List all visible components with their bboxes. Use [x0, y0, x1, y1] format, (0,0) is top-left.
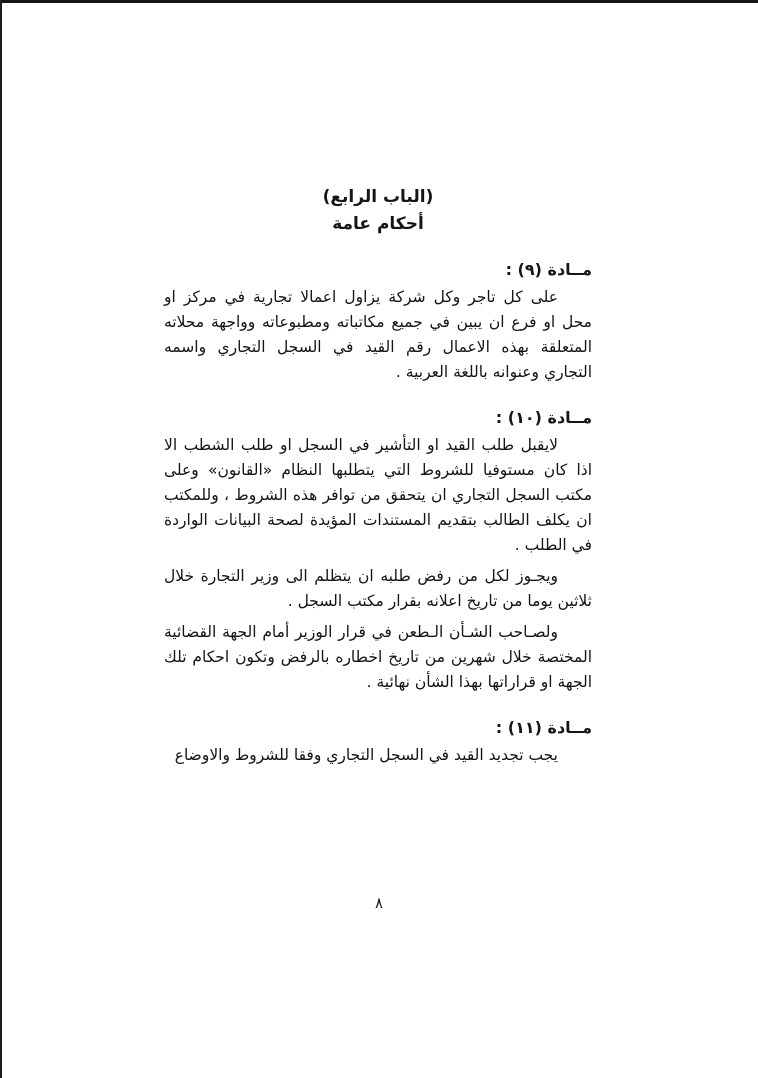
article-10-paragraph-3: ولصـاحب الشـأن الـطعن في قرار الوزير أمام الجهة القضائية المختصة خلال شهرين من تاريخ اخطاره بالرفض وتكون احكام تلك الجهة او قراراتها بهذا الشأن نهائية .	[164, 623, 592, 691]
article-11-heading: مــادة (١١) :	[495, 718, 592, 737]
page-content	[164, 185, 592, 768]
article-11	[164, 716, 592, 768]
chapter-subtitle: أحكام عامة	[332, 214, 424, 234]
scan-edge-top	[0, 0, 758, 3]
article-10-heading: مــادة (١٠) :	[495, 408, 592, 427]
article-9	[164, 258, 592, 385]
chapter-title: (الباب الرابع)	[322, 187, 434, 207]
article-10-paragraph-1: لايقبل طلب القيد او التأشير في السجل او طلب الشطب الا اذا كان مستوفيا للشروط التي يتطلبها النظام «القانون» وعلى مكتب السجل التجاري ان يتحقق من توافر هذه الشروط ، وللمكتب ان يكلف الطالب بتقديم المستندات المؤيدة لصحة البيانات الواردة في الطلب .	[164, 436, 592, 554]
article-9-paragraph-1: على كل تاجر وكل شركة يزاول اعمالا تجارية في مركز او محل او فرع ان يبين في جميع مكاتباته ومطبوعاته وواجهة محلاته المتعلقة بهذه الاعمال رقم القيد في السجل التجاري واسمه التجاري وعنوانه باللغة العربية .	[164, 288, 592, 381]
article-10-paragraph-2: ويجـوز لكل من رفض طلبه ان يتظلم الى وزير التجارة خلال ثلاثين يوما من تاريخ اعلانه بقرار مكتب السجل .	[164, 567, 592, 610]
page-number: ٨	[374, 894, 384, 912]
article-11-paragraph-1: يجب تجديد القيد في السجل التجاري وفقا للشروط والاوضاع	[174, 746, 558, 764]
scan-edge-left	[0, 0, 2, 1078]
article-10	[164, 406, 592, 695]
article-9-heading: مــادة (٩) :	[505, 260, 592, 279]
